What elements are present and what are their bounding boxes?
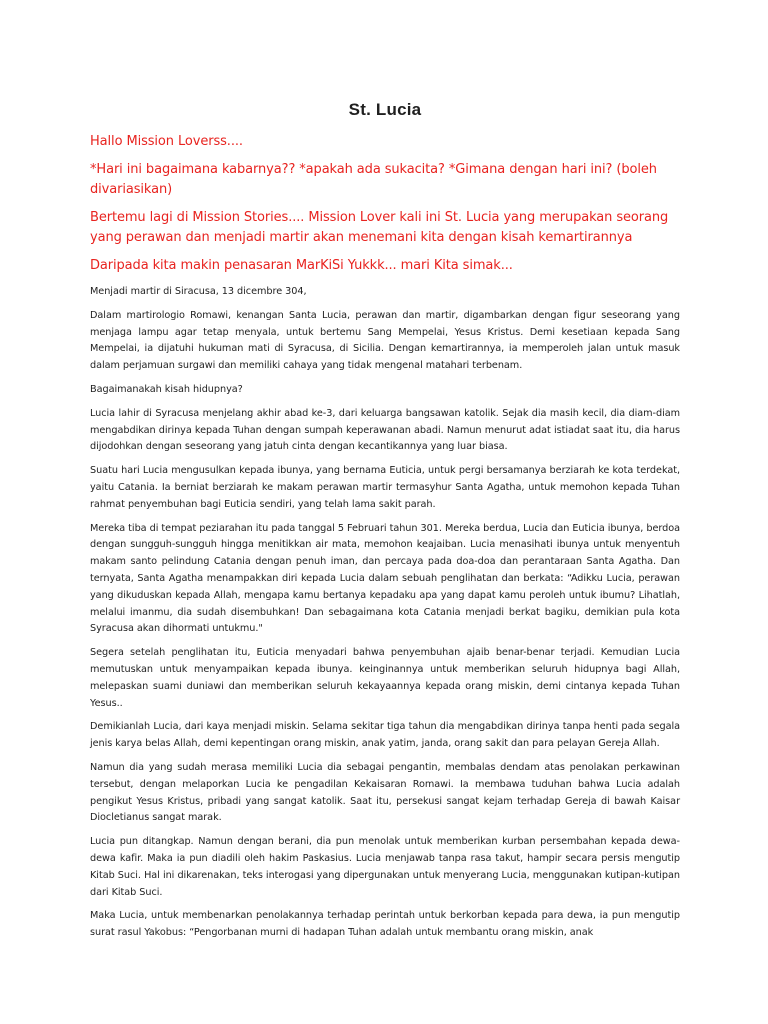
intro-mission-stories: Bertemu lagi di Mission Stories.... Mission Lover kali ini St. Lucia yang merupakan seorang yang perawan dan menjadi martir akan menemani kita dengan kisah kemartirannya [90, 210, 669, 245]
paragraph-refusal: Maka Lucia, untuk membenarkan penolakannya terhadap perintah untuk berkorban kepada para dewa, ia pun mengutip surat rasul Yakobus: “Pengorbanan murni di hadapan Tuhan adalah untuk membantu orang miskin, anak [90, 910, 680, 939]
paragraph-vision: Mereka tiba di tempat peziarahan itu pada tanggal 5 Februari tahun 301. Mereka berdua, Lucia dan Euticia ibunya, berdoa dengan sungguh-sungguh hingga menitikkan air mata, memohon keajaiban. Lucia menasihati ibunya untuk menyentuh makam santo pelindung Catania dengan penuh iman, dan percaya pada doa-doa dan perantaraan Santa Agatha. Dan ternyata, Santa Agatha menampakkan diri kepada Lucia dalam sebuah penglihatan dan berkata: “Adikku Lucia, perawan yang dikuduskan kepada Allah, mengapa kamu bertanya kepadaku apa yang dapat kamu peroleh untuk ibumu? Lihatlah, melalui imanmu, dia sudah disembuhkan! Dan sebagaimana kota Catania menjadi berkat bagiku, demikian pula kota Syracusa akan dihormati untukmu." [90, 522, 680, 635]
paragraph-martyrdom-date: Menjadi martir di Siracusa, 13 dicembre 304, [90, 286, 307, 297]
intro-questions: *Hari ini bagaimana kabarnya?? *apakah ada sukacita? *Gimana dengan hari ini? (boleh divariasikan) [90, 162, 657, 197]
paragraph-martyrology: Dalam martirologio Romawi, kenangan Santa Lucia, perawan dan martir, digambarkan dengan figur seseorang yang menjaga lampu agar tetap menyala, untuk bertemu Sang Mempelai, Yesus Kristus. Demi kesetiaan kepada Sang Mempelai, ia dijatuhi hukuman mati di Syracusa, di Sicilia. Dengan kemartirannya, ia memperoleh jalan untuk masuk dalam perjamuan surgawi dan memiliki cahaya yang tidak mengenal matahari terbenam. [90, 309, 680, 372]
document-body [90, 100, 680, 949]
paragraph-poverty: Demikianlah Lucia, dari kaya menjadi miskin. Selama sekitar tiga tahun dia mengabdikan dirinya tanpa henti pada segala jenis karya belas Allah, demi kepentingan orang miskin, anak yatim, janda, orang sakit dan para pelayan Gereja Allah. [90, 721, 680, 750]
paragraph-birth: Lucia lahir di Syracusa menjelang akhir abad ke-3, dari keluarga bangsawan katolik. Sejak dia masih kecil, dia diam-diam mengabdikan dirinya kepada Tuhan dengan sumpah keperawanan abadi. Namun menurut adat istiadat saat itu, dia harus dijodohkan dengan seseorang yang jatuh cinta dengan kecantikannya yang luar biasa. [90, 407, 680, 453]
intro-greeting: Hallo Mission Loverss.... [90, 134, 243, 149]
paragraph-question: Bagaimanakah kisah hidupnya? [90, 383, 243, 395]
page-title: St. Lucia [348, 100, 422, 119]
paragraph-pilgrimage: Suatu hari Lucia mengusulkan kepada ibunya, yang bernama Euticia, untuk pergi bersamanya berziarah ke kota terdekat, yaitu Catania. Ia berniat berziarah ke makam perawan martir termasyhur Santa Agatha, untuk memohon kepada Tuhan rahmat penyembuhan bagi Euticia sendiri, yang telah lama sakit parah. [90, 465, 680, 510]
paragraph-accusation: Namun dia yang sudah merasa memiliki Lucia dia sebagai pengantin, membalas dendam atas penolakan perkawinan tersebut, dengan melaporkan Lucia ke pengadilan Kekaisaran Romawi. Ia membawa tuduhan bahwa Lucia adalah pengikut Yesus Kristus, pribadi yang sangat katolik. Saat itu, persekusi sangat kejam terhadap Gereja di bawah Kaisar Diocletianus sangat marak. [90, 761, 680, 824]
paragraph-healing: Segera setelah penglihatan itu, Euticia menyadari bahwa penyembuhan ajaib benar-benar terjadi. Kemudian Lucia memutuskan untuk menyampaikan kepada ibunya. keinginannya untuk memberikan seluruh hidupnya bagi Allah, melepaskan suami duniawi dan memberikan seluruh kekayaannya kepada orang miskin, demi cintanya kepada Tuhan Yesus.. [90, 647, 680, 709]
intro-call-to-read: Daripada kita makin penasaran MarKiSi Yukkk... mari Kita simak... [90, 258, 513, 273]
paragraph-arrest: Lucia pun ditangkap. Namun dengan berani, dia pun menolak untuk memberikan kurban persembahan kepada dewa-dewa kafir. Maka ia pun diadili oleh hakim Paskasius. Lucia menjawab tanpa rasa takut, hampir secara persis mengutip Kitab Suci. Hal ini dikarenakan, teks interogasi yang dipergunakan untuk menyerang Lucia, menggunakan kutipan-kutipan dari Kitab Suci. [90, 836, 680, 898]
